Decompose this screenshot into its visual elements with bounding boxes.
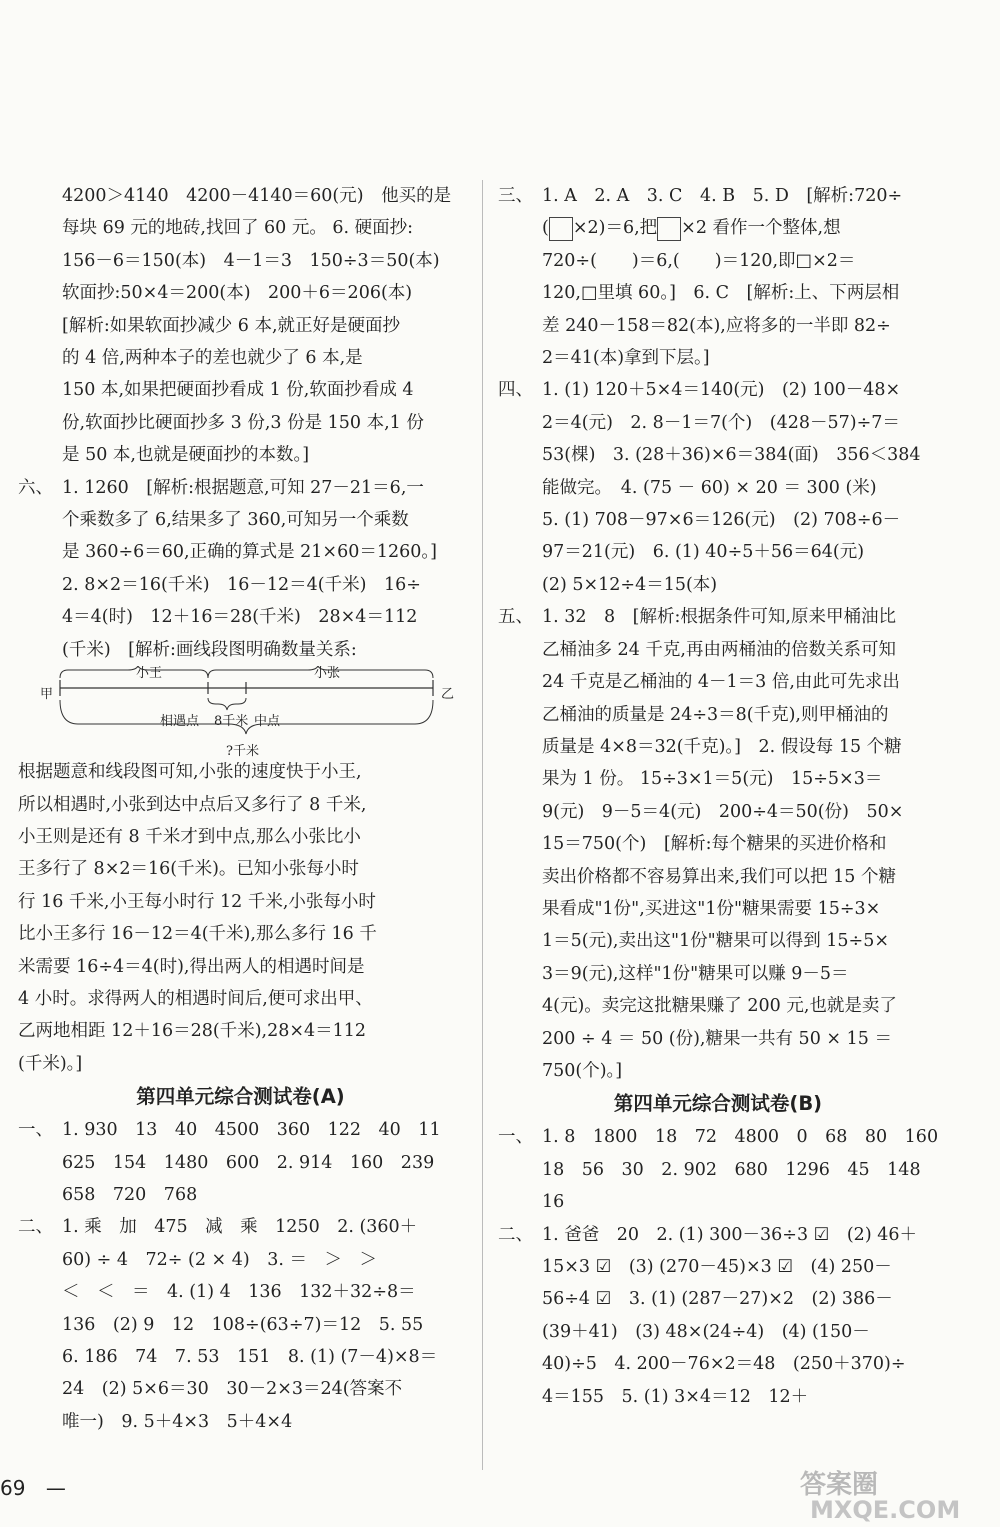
label-xiaozhang: 小张: [314, 666, 341, 682]
page-number-value: 69: [0, 1476, 26, 1500]
answer-text: 4(元)。卖完这批糖果赚了 200 元,也就是卖了: [542, 996, 897, 1017]
answer-text: 2＝4(元) 2. 8－1＝7(个) (428－57)÷7＝: [542, 412, 900, 433]
answer-line: [498, 828, 938, 860]
answer-line: 4 小时。求得两人的相遇时间后,便可求出甲、: [18, 988, 373, 1009]
left-answer-block-1: [18, 180, 463, 666]
answer-text-part: ×2)＝6,把: [572, 218, 658, 239]
answer-line: [498, 504, 938, 536]
answer-text: 4＝4(时) 12＋16＝28(千米) 28×4＝112: [62, 607, 418, 628]
answer-line: [498, 634, 938, 666]
answer-text: 质量是 4×8＝32(千克)。] 2. 假设每 15 个糖: [542, 736, 902, 757]
answer-text: 是 360÷6＝60,正确的算式是 21×60＝1260。]: [62, 542, 437, 563]
question-number: 三、: [498, 186, 533, 206]
page-number-dash: —: [45, 1476, 66, 1500]
answer-line: [18, 569, 463, 601]
answer-text: 个乘数多了 6,结果多了 360,可知另一个乘数: [62, 510, 409, 531]
answer-line: [498, 407, 938, 439]
answer-text: 150 本,如果把硬面抄看成 1 份,软面抄看成 4: [62, 380, 414, 401]
answer-text: 625 154 1480 600 2. 914 160 239: [62, 1152, 435, 1173]
left-answer-block-3: [18, 1114, 463, 1438]
answer-line: [18, 342, 463, 374]
answer-text: 1. A 2. A 3. C 4. B 5. D [解析:720÷: [542, 186, 903, 206]
answer-text: 658 720 768: [62, 1184, 198, 1205]
answer-line: [498, 1348, 938, 1380]
label-midpoint: 中点: [254, 714, 281, 730]
answer-text: 156－6＝150(本) 4－1＝3 150÷3＝50(本): [62, 250, 440, 271]
answer-line: [498, 1055, 938, 1087]
answer-line: [18, 1147, 463, 1179]
answer-line: 行 16 千米,小王每小时行 12 千米,小张每小时: [18, 891, 376, 912]
answer-line: [498, 245, 938, 277]
label-meeting-point: 相遇点: [160, 714, 200, 730]
answer-line: [18, 536, 463, 568]
answer-line: 比小王多行 16－12＝4(千米),那么多行 16 千: [18, 924, 377, 945]
answer-line: 王多行了 8×2＝16(千米)。已知小张每小时: [18, 859, 359, 880]
answer-line: [498, 439, 938, 471]
answer-line: 所以相遇时,小张到达中点后又多行了 8 千米,: [18, 794, 367, 815]
answer-text: 1. 32 8 [解析:根据条件可知,原来甲桶油比: [542, 607, 896, 628]
watermark-url: MXQE.COM: [810, 1496, 961, 1524]
answer-text: ＜ ＜ ＝ 4. (1) 4 136 132＋32÷8＝: [62, 1282, 416, 1303]
answer-text: 97＝21(元) 6. (1) 40÷5＋56＝64(元): [542, 542, 865, 563]
answer-text: 份,软面抄比硬面抄多 3 份,3 份是 150 本,1 份: [62, 412, 424, 433]
answer-text: 乙桶油多 24 千克,再由两桶油的倍数关系可知: [542, 639, 896, 660]
question-number: 一、: [18, 1120, 53, 1141]
answer-text: 15＝750(个) [解析:每个糖果的买进价格和: [542, 834, 887, 855]
answer-text: 16: [542, 1192, 565, 1213]
answer-text: (39＋41) (3) 48×(24÷4) (4) (150－: [542, 1321, 870, 1342]
answer-text: 40)÷5 4. 200－76×2＝48 (250＋370)÷: [542, 1354, 906, 1375]
answer-text: 1. 乘 加 475 减 乘 1250 2. (360＋: [62, 1217, 418, 1238]
answer-text: 1. 1260 [解析:根据题意,可知 27－21＝6,一: [62, 477, 424, 498]
right-answer-block-1: [498, 180, 938, 1087]
answer-line: [18, 1211, 463, 1243]
answer-text: 200 ÷ 4 ＝ 50 (份),糖果一共有 50 × 15 ＝: [542, 1028, 892, 1049]
answer-text: 5. (1) 708－97×6＝126(元) (2) 708÷6－: [542, 510, 901, 531]
answer-text: 乙桶油的质量是 24÷3＝8(千克),则甲桶油的: [542, 704, 889, 725]
answer-line: 小王则是还有 8 千米才到中点,那么小张比小: [18, 826, 361, 847]
question-number: 六、: [18, 477, 53, 498]
answer-line: [18, 504, 463, 536]
answer-line: [498, 569, 938, 601]
answer-line: [498, 1251, 938, 1283]
answer-text: 是 50 本,也就是硬面抄的本数。]: [62, 445, 310, 466]
answer-line: [498, 310, 938, 342]
answer-text: [解析:如果软面抄减少 6 本,就正好是硬面抄: [62, 315, 401, 336]
answer-line: [498, 861, 938, 893]
answer-line: 根据题意和线段图可知,小张的速度快于小王,: [18, 762, 362, 783]
answer-line: [18, 1341, 463, 1373]
answer-line: [498, 1381, 938, 1413]
blank-box: [657, 217, 681, 241]
answer-text: 24 (2) 5×6＝30 30－2×3＝24(答案不: [62, 1379, 403, 1400]
answer-line: [498, 666, 938, 698]
answer-line: [498, 958, 938, 990]
answer-text: 唯一) 9. 5＋4×3 5＋4×4: [62, 1411, 293, 1432]
answer-line: [498, 212, 938, 244]
answer-text-part: ×2 看作一个整体,想: [681, 218, 841, 239]
column-divider: [482, 180, 483, 1470]
blank-box: [549, 217, 573, 241]
answer-text: 卖出价格都不容易算出来,我们可以把 15 个糖: [542, 866, 896, 887]
answer-line: [18, 601, 463, 633]
answer-line: [18, 439, 463, 471]
left-answer-block-2: [18, 756, 463, 1080]
answer-line: [498, 763, 938, 795]
answer-line: [498, 1121, 938, 1153]
answer-line: [498, 277, 938, 309]
answer-line: 米需要 16÷4＝4(时),得出两人的相遇时间是: [18, 956, 365, 977]
answer-text: 能做完。 4. (75 － 60) × 20 ＝ 300 (米): [542, 477, 877, 498]
answer-text: 120,□里填 60。] 6. C [解析:上、下两层相: [542, 283, 900, 304]
answer-line: [18, 245, 463, 277]
label-total-distance: ?千米: [226, 744, 259, 760]
answer-text: 720÷( )＝6,( )＝120,即□×2＝: [542, 250, 856, 271]
answer-text: 4＝155 5. (1) 3×4＝12 12＋: [542, 1386, 809, 1407]
answer-line: [498, 374, 938, 406]
answer-text: 56÷4 ☑ 3. (1) (287－27)×2 (2) 386－: [542, 1289, 893, 1310]
answer-line: (千米)。]: [18, 1053, 83, 1074]
answer-line: [18, 1406, 463, 1438]
answer-line: 乙两地相距 12＋16＝28(千米),28×4＝112: [18, 1021, 367, 1042]
label-jia: 甲: [40, 687, 54, 703]
watermark-logo: 答案圈: [800, 1470, 879, 1500]
answer-line: [498, 731, 938, 763]
answer-line: [18, 407, 463, 439]
answer-text: 4200＞4140 4200－4140＝60(元) 他买的是: [62, 186, 452, 206]
answer-text: 136 (2) 9 12 108÷(63÷7)＝12 5. 55: [62, 1314, 424, 1335]
answer-text: 60) ÷ 4 72÷ (2 × 4) 3. ＝ ＞ ＞: [62, 1249, 377, 1270]
answer-line: [18, 472, 463, 504]
answer-line: [498, 1154, 938, 1186]
answer-line: [498, 1186, 938, 1218]
answer-line: [498, 472, 938, 504]
answer-line: [18, 277, 463, 309]
question-number: 一、: [498, 1127, 533, 1148]
question-number: 二、: [18, 1217, 53, 1238]
answer-line: [18, 1276, 463, 1308]
answer-line: [498, 796, 938, 828]
answer-text: (千米) [解析:画线段图明确数量关系:: [62, 639, 357, 660]
answer-text: 每块 69 元的地砖,找回了 60 元。 6. 硬面抄:: [62, 218, 414, 239]
label-8km: 8千米: [214, 714, 249, 730]
answer-text: 软面抄:50×4＝200(本) 200＋6＝206(本): [62, 283, 413, 304]
label-yi: 乙: [441, 687, 455, 703]
answer-text: 2＝41(本)拿到下层。]: [542, 348, 710, 369]
answer-text: 750(个)。]: [542, 1060, 623, 1081]
answer-text: 1. 8 1800 18 72 4800 0 68 80 160: [542, 1127, 939, 1148]
answer-line: [18, 374, 463, 406]
answer-text: 1. 930 13 40 4500 360 122 40 11: [62, 1120, 441, 1141]
answer-text: 9(元) 9－5＝4(元) 200÷4＝50(份) 50×: [542, 801, 904, 822]
left-column: [18, 180, 463, 1438]
question-number: 四、: [498, 380, 533, 401]
line-segment-diagram: [18, 666, 463, 760]
answer-line: [18, 1309, 463, 1341]
answer-text: (2) 5×12÷4＝15(本): [542, 574, 718, 595]
question-number: 二、: [498, 1224, 533, 1245]
answer-line: [498, 1219, 938, 1251]
answer-line: [498, 342, 938, 374]
section-title-a: 第四单元综合测试卷(A): [136, 1085, 345, 1109]
answer-text: 15×3 ☑ (3) (270－45)×3 ☑ (4) 250－: [542, 1257, 892, 1277]
answer-line: [18, 1373, 463, 1405]
answer-text: 1＝5(元),卖出这"1份"糖果可以得到 15÷5×: [542, 931, 890, 952]
answer-text: 1. (1) 120＋5×4＝140(元) (2) 100－48×: [542, 380, 901, 401]
answer-line: [18, 310, 463, 342]
answer-text: 2. 8×2＝16(千米) 16－12＝4(千米) 16÷: [62, 574, 421, 595]
answer-text: 3＝9(元),这样"1份"糖果可以赚 9－5＝: [542, 963, 849, 984]
answer-text: 18 56 30 2. 902 680 1296 45 148: [542, 1159, 921, 1180]
answer-line: [498, 925, 938, 957]
right-answer-block-2: [498, 1121, 938, 1413]
answer-line: [18, 212, 463, 244]
section-title-b: 第四单元综合测试卷(B): [613, 1092, 823, 1116]
answer-text: 6. 186 74 7. 53 151 8. (1) (7－4)×8＝: [62, 1347, 438, 1367]
answer-line: [498, 893, 938, 925]
answer-text: 的 4 倍,两种本子的差也就少了 6 本,是: [62, 348, 363, 369]
right-column: [498, 180, 938, 1413]
answer-line: [18, 180, 463, 212]
answer-text: 1. 爸爸 20 2. (1) 300－36÷3 ☑ (2) 46＋: [542, 1224, 917, 1245]
answer-text: 果看成"1份",买进这"1份"糖果需要 15÷3×: [542, 898, 881, 919]
answer-line: [498, 1316, 938, 1348]
answer-line: [18, 1244, 463, 1276]
label-xiaowang: 小王: [136, 666, 163, 682]
page-number: [0, 1476, 66, 1500]
answer-text: 差 240－158＝82(本),应将多的一半即 82÷: [542, 315, 891, 336]
answer-line: [18, 1179, 463, 1211]
answer-text: 果为 1 份。 15÷3×1＝5(元) 15÷5×3＝: [542, 769, 883, 790]
answer-line: [498, 990, 938, 1022]
answer-line: [498, 1283, 938, 1315]
answer-line: [498, 180, 938, 212]
question-number: 五、: [498, 607, 533, 628]
answer-line: [498, 1023, 938, 1055]
answer-text: 53(棵) 3. (28＋36)×6＝384(面) 356＜384: [542, 445, 921, 466]
answer-line: [498, 536, 938, 568]
answer-line: [498, 601, 938, 633]
answer-line: [18, 634, 463, 666]
answer-text-part: (: [542, 218, 549, 239]
answer-line: [498, 699, 938, 731]
answer-text: 24 千克是乙桶油的 4－1＝3 倍,由此可先求出: [542, 672, 900, 693]
answer-line: [18, 1114, 463, 1146]
